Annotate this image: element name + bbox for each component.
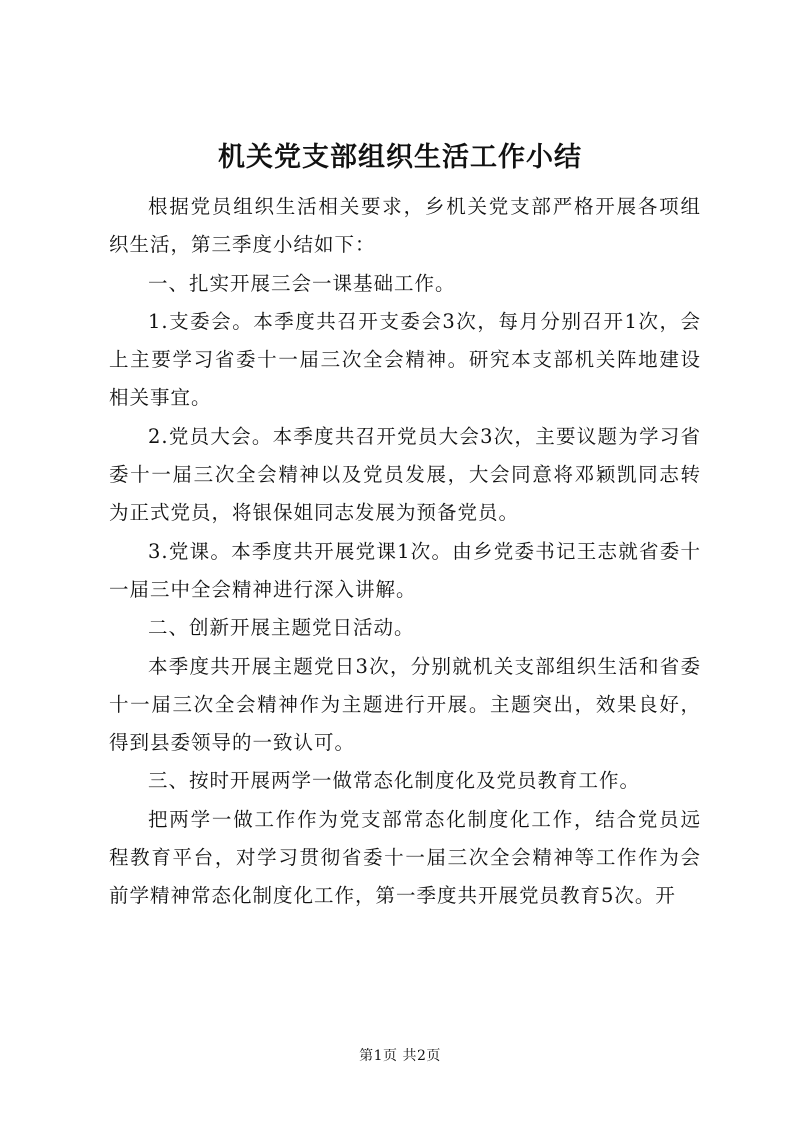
section-heading-2: 二、创新开展主题党日活动。: [148, 616, 415, 640]
paragraph-branch-committee: 1.支委会。本季度共召开支委会3次，每月分别召开1次，会上主要学习省委十一届三次全会精神。研究本支部机关阵地建设相关事宜。: [109, 309, 701, 410]
section-heading-3: 三、按时开展两学一做常态化制度化及党员教育工作。: [148, 769, 641, 793]
paragraph-education: 把两学一做工作作为党支部常态化制度化工作，结合党员远程教育平台，对学习贯彻省委十一届三次全会精神等工作作为会前学精神常态化制度化工作，第一季度共开展党员教育5次。开: [109, 807, 701, 908]
paragraph-party-lecture: 3.党课。本季度共开展党课1次。由乡党委书记王志就省委十一届三中全会精神进行深入讲解。: [109, 539, 701, 601]
document-body: [109, 188, 701, 916]
paragraph-member-meeting: 2.党员大会。本季度共召开党员大会3次，主要议题为学习省委十一届三次全会精神以及党员发展，大会同意将邓颖凯同志转为正式党员，将银保姐同志发展为预备党员。: [109, 424, 701, 525]
section-heading-1: 一、扎实开展三会一课基础工作。: [148, 271, 456, 295]
page-number-footer: 第1页 共2页: [359, 1048, 441, 1064]
paragraph-intro: 根据党员组织生活相关要求，乡机关党支部严格开展各项组织生活，第三季度小结如下：: [109, 195, 701, 257]
paragraph-theme-day: 本季度共开展主题党日3次，分别就机关支部组织生活和省委十一届三次全会精神作为主题进行开展。主题突出，效果良好，得到县委领导的一致认可。: [109, 654, 701, 755]
page-title: 机关党支部组织生活工作小结: [218, 142, 582, 173]
